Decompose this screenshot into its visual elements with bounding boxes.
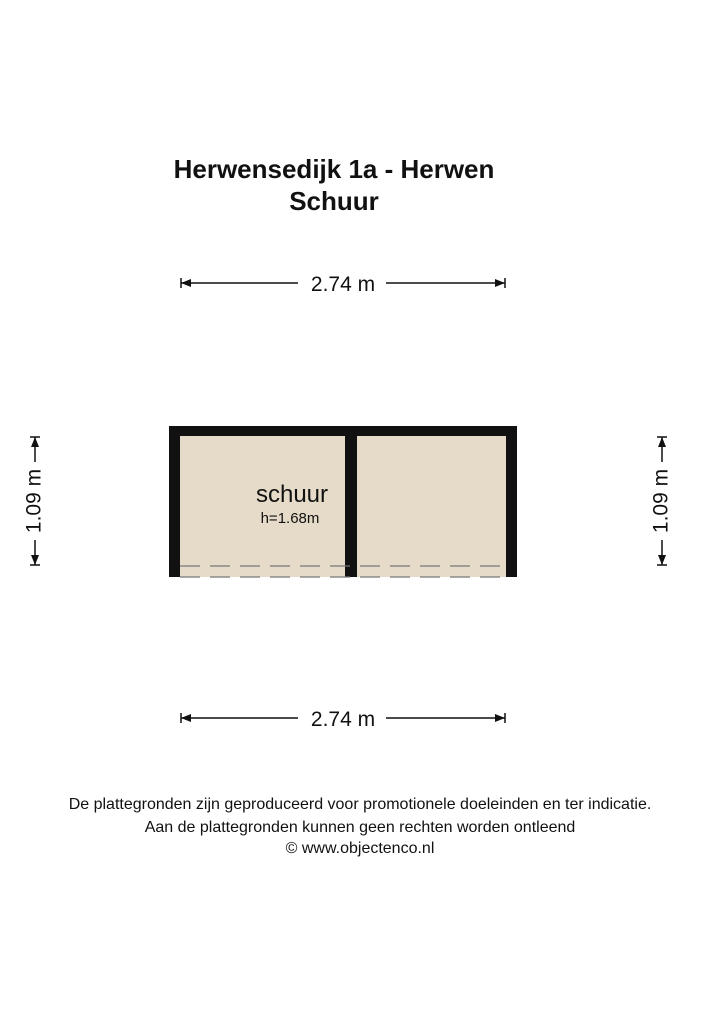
dimension-top-label: 2.74 m — [310, 273, 376, 296]
disclaimer-line-2: Aan de plattegronden kunnen geen rechten worden ontleend — [144, 819, 576, 836]
room-floor — [169, 426, 517, 577]
dimension-left-label: 1.09 m — [22, 468, 46, 534]
dimension-right-label: 1.09 m — [649, 468, 673, 534]
copyright-notice: © www.objectenco.nl — [285, 840, 435, 857]
wall-left — [169, 426, 180, 577]
room-label: schuur — [255, 481, 329, 508]
disclaimer-line-1: De plattegronden zijn geproduceerd voor promotionele doeleinden en ter indicatie. — [68, 796, 652, 813]
plan-title-address: Herwensedijk 1a - Herwen — [173, 154, 495, 184]
dimension-top — [181, 273, 505, 296]
dimension-bottom — [181, 708, 505, 731]
wall-top — [169, 426, 517, 436]
plan-title-floor: Schuur — [289, 186, 379, 216]
dimension-left — [23, 437, 46, 565]
wall-divider — [345, 426, 357, 577]
wall-right — [506, 426, 517, 577]
room-height-label: h=1.68m — [260, 510, 320, 527]
dimension-right — [650, 437, 673, 565]
dimension-bottom-label: 2.74 m — [310, 708, 376, 731]
